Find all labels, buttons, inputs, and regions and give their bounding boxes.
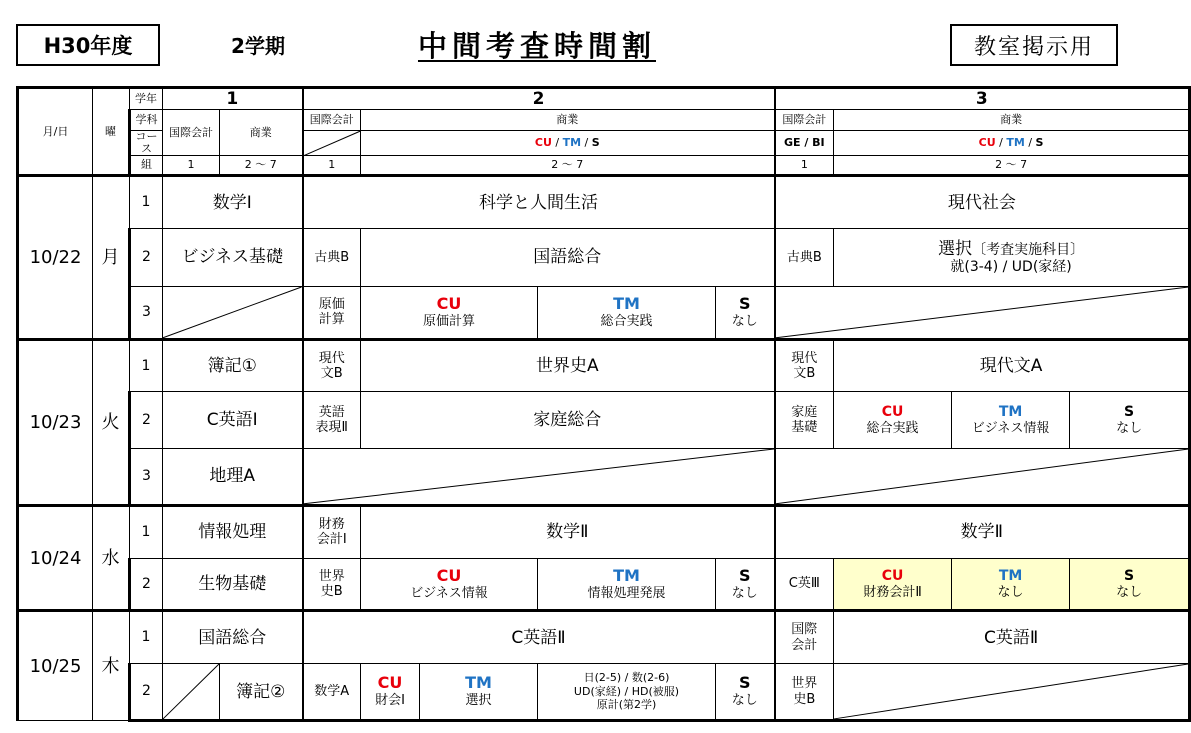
weekday-cell: 水 bbox=[93, 505, 130, 610]
date-cell: 10/25 bbox=[18, 611, 93, 721]
course-tm-label: TM bbox=[1006, 135, 1025, 149]
course-cu-label: CU bbox=[881, 404, 904, 421]
subject-line: 会計Ⅰ bbox=[316, 532, 347, 548]
period-number: 2 bbox=[130, 229, 163, 287]
grade2-intl-exam bbox=[303, 558, 361, 611]
cu-subject: 財会Ⅰ bbox=[375, 693, 405, 709]
date-column-header: 月/日 bbox=[18, 88, 93, 176]
grade2-header: 2 bbox=[303, 88, 775, 110]
grade1-exam: 地理A bbox=[163, 449, 303, 506]
diagonal-line bbox=[304, 449, 774, 504]
course-tm-label: TM bbox=[998, 404, 1023, 421]
class-row-label: 組 bbox=[130, 156, 163, 176]
grade2-cu-exam bbox=[361, 558, 538, 611]
exam-timetable bbox=[16, 86, 1191, 722]
grade3-dept-intl: 国際会計 bbox=[775, 110, 834, 130]
grade2-course-intl-empty bbox=[303, 130, 361, 156]
grade2-tm-exam bbox=[538, 286, 716, 339]
course-s-label: S bbox=[739, 673, 751, 693]
year-label: H30年度 bbox=[16, 24, 160, 66]
grade3-commerce-exam: 現代文A bbox=[834, 339, 1190, 392]
course-s-label: S bbox=[591, 135, 600, 149]
grade1-exam: 数学Ⅰ bbox=[163, 176, 303, 229]
subject-line: 会計 bbox=[791, 637, 818, 653]
grade2-exam: C英語Ⅱ bbox=[303, 611, 775, 664]
period-number: 1 bbox=[130, 339, 163, 392]
period-number: 2 bbox=[130, 558, 163, 611]
grade2-s-exam bbox=[716, 664, 775, 721]
course-s-label: S bbox=[739, 294, 751, 314]
period-number: 1 bbox=[130, 505, 163, 558]
grade3-course-list bbox=[834, 130, 1190, 156]
grade3-tm-exam bbox=[952, 392, 1070, 449]
grade2-commerce-exam: 世界史A bbox=[361, 339, 775, 392]
cu-subject: ビジネス情報 bbox=[410, 585, 488, 601]
subject-line: 史B bbox=[793, 691, 816, 707]
grade2-intl-exam bbox=[303, 392, 361, 449]
subject-line: 文B bbox=[320, 365, 343, 381]
grade3-intl-exam bbox=[775, 339, 834, 392]
tm-subject: ビジネス情報 bbox=[971, 420, 1050, 436]
page-title: 中間考査時間割 bbox=[417, 29, 656, 63]
elective-note-line: UD(家経) / HD(被服) bbox=[573, 684, 680, 698]
course-cu-label: CU bbox=[881, 568, 904, 585]
grade2-dept-commerce: 商業 bbox=[361, 110, 775, 130]
elective-note: 〔考査実施科目〕 bbox=[972, 242, 1085, 259]
grade1-exam: ビジネス基礎 bbox=[163, 229, 303, 287]
grade2-class-intl: 1 bbox=[303, 156, 361, 176]
grade1-intl-no-exam bbox=[163, 664, 220, 721]
weekday-column-header: 曜 bbox=[93, 88, 130, 176]
subject-line: 史B bbox=[320, 583, 343, 599]
grade2-intl-exam bbox=[303, 505, 361, 558]
grade3-intl-exam bbox=[775, 664, 834, 721]
course-tm-label: TM bbox=[613, 565, 640, 585]
term-label: 2学期 bbox=[231, 34, 285, 58]
period-number: 2 bbox=[130, 392, 163, 449]
grade1-exam: 簿記① bbox=[163, 339, 303, 392]
subject-line: 基礎 bbox=[791, 420, 818, 436]
diagonal-line bbox=[163, 287, 302, 338]
course-row-label: コース bbox=[130, 130, 163, 156]
grade2-s-exam bbox=[716, 286, 775, 339]
period-number: 1 bbox=[130, 176, 163, 229]
grade-row-label: 学年 bbox=[130, 88, 163, 110]
grade3-commerce-exam: C英語Ⅱ bbox=[834, 611, 1190, 664]
s-subject: なし bbox=[731, 693, 758, 709]
subject-line: 現代 bbox=[318, 350, 345, 366]
grade3-class-commerce: 2 ～ 7 bbox=[834, 156, 1190, 176]
grade3-tm-exam bbox=[952, 558, 1070, 611]
subject-line: 世界 bbox=[318, 568, 345, 584]
weekday-cell: 火 bbox=[93, 339, 130, 505]
course-s-label: S bbox=[1124, 404, 1135, 421]
grade1-exam: 情報処理 bbox=[163, 505, 303, 558]
course-tm-label: TM bbox=[465, 673, 492, 693]
dept-row-label: 学科 bbox=[130, 110, 163, 130]
course-separator: / bbox=[551, 135, 563, 149]
grade3-intl-exam: C英Ⅲ bbox=[775, 558, 834, 611]
grade2-intl-exam: 数学A bbox=[303, 664, 361, 721]
grade2-commerce-exam: 国語総合 bbox=[361, 229, 775, 287]
course-tm-label: TM bbox=[562, 135, 582, 149]
weekday-cell: 月 bbox=[93, 176, 130, 339]
grade3-cu-exam bbox=[834, 558, 952, 611]
purpose-label: 教室掲示用 bbox=[950, 24, 1118, 66]
course-separator: / bbox=[1024, 135, 1036, 149]
elective-note-line: 原計(第2学) bbox=[596, 698, 657, 712]
diagonal-line bbox=[776, 449, 1189, 504]
subject-line: 表現Ⅱ bbox=[315, 420, 348, 436]
course-cu-label: CU bbox=[534, 135, 552, 149]
cu-subject: 原価計算 bbox=[422, 314, 475, 330]
course-tm-label: TM bbox=[613, 294, 640, 314]
diagonal-line bbox=[163, 664, 219, 719]
course-s-label: S bbox=[1124, 568, 1135, 585]
cu-subject: 財務会計Ⅱ bbox=[863, 584, 922, 600]
grade3-no-exam bbox=[775, 449, 1190, 506]
grade1-exam: 生物基礎 bbox=[163, 558, 303, 611]
period-number: 1 bbox=[130, 611, 163, 664]
grade2-tm-exam bbox=[420, 664, 538, 721]
grade2-elective-note bbox=[538, 664, 716, 721]
s-subject: なし bbox=[1116, 584, 1143, 600]
tm-subject: 選択 bbox=[465, 693, 492, 709]
date-cell: 10/22 bbox=[18, 176, 93, 339]
grade3-exam: 現代社会 bbox=[775, 176, 1190, 229]
elective-note-line: 日(2-5) / 数(2-6) bbox=[583, 670, 670, 684]
course-cu-label: CU bbox=[436, 565, 462, 585]
s-subject: なし bbox=[731, 314, 758, 330]
grade2-course-list bbox=[361, 130, 775, 156]
subject-line: 財務 bbox=[318, 516, 345, 532]
grade2-exam: 科学と人間生活 bbox=[303, 176, 775, 229]
grade1-exam: C英語Ⅰ bbox=[163, 392, 303, 449]
grade3-no-exam bbox=[775, 286, 1190, 339]
course-s-label: S bbox=[739, 565, 751, 585]
grade1-dept-intl: 国際会計 bbox=[163, 110, 220, 156]
course-tm-label: TM bbox=[998, 568, 1023, 585]
elective-label: 選択 bbox=[938, 239, 973, 260]
tm-subject: 情報処理発展 bbox=[587, 585, 666, 601]
tm-subject: 総合実践 bbox=[600, 314, 653, 330]
grade3-course-intl: GE / BI bbox=[775, 130, 834, 156]
grade2-intl-exam bbox=[303, 286, 361, 339]
grade1-class-commerce: 2 ～ 7 bbox=[220, 156, 303, 176]
grade2-dept-intl: 国際会計 bbox=[303, 110, 361, 130]
course-s-label: S bbox=[1035, 135, 1044, 149]
grade2-commerce-exam: 数学Ⅱ bbox=[361, 505, 775, 558]
weekday-cell: 木 bbox=[93, 611, 130, 721]
grade2-intl-exam: 古典B bbox=[303, 229, 361, 287]
grade2-cu-exam bbox=[361, 286, 538, 339]
grade2-no-exam bbox=[303, 449, 775, 506]
tm-subject: なし bbox=[997, 584, 1024, 600]
diagonal-line bbox=[776, 287, 1189, 338]
grade2-s-exam bbox=[716, 558, 775, 611]
subject-line: 現代 bbox=[791, 350, 818, 366]
s-subject: なし bbox=[731, 585, 758, 601]
date-cell: 10/23 bbox=[18, 339, 93, 505]
elective-detail: 就(3-4) / UD(家経) bbox=[950, 259, 1072, 276]
diagonal-line bbox=[834, 664, 1188, 719]
grade3-s-exam bbox=[1070, 392, 1190, 449]
date-cell: 10/24 bbox=[18, 505, 93, 610]
subject-line: 国際 bbox=[791, 622, 818, 638]
grade3-dept-commerce: 商業 bbox=[834, 110, 1190, 130]
grade3-no-exam bbox=[834, 664, 1190, 721]
grade3-exam: 数学Ⅱ bbox=[775, 505, 1190, 558]
subject-line: 英語 bbox=[318, 404, 345, 420]
period-number: 3 bbox=[130, 449, 163, 506]
grade2-cu-exam bbox=[361, 664, 420, 721]
course-cu-label: CU bbox=[377, 673, 403, 693]
subject-line: 家庭 bbox=[791, 404, 818, 420]
grade3-class-intl: 1 bbox=[775, 156, 834, 176]
grade2-commerce-exam: 家庭総合 bbox=[361, 392, 775, 449]
subject-line: 計算 bbox=[318, 312, 345, 328]
subject-line: 文B bbox=[793, 365, 816, 381]
grade1-no-exam bbox=[163, 286, 303, 339]
course-separator: / bbox=[581, 135, 592, 149]
grade1-class-intl: 1 bbox=[163, 156, 220, 176]
grade1-commerce-exam: 簿記② bbox=[220, 664, 303, 721]
grade3-header: 3 bbox=[775, 88, 1190, 110]
subject-line: 世界 bbox=[791, 676, 818, 692]
grade3-cu-exam bbox=[834, 392, 952, 449]
grade2-class-commerce: 2 ～ 7 bbox=[361, 156, 775, 176]
course-cu-label: CU bbox=[978, 135, 996, 149]
course-separator: / bbox=[995, 135, 1007, 149]
grade3-intl-exam bbox=[775, 392, 834, 449]
s-subject: なし bbox=[1116, 420, 1143, 436]
grade1-dept-commerce: 商業 bbox=[220, 110, 303, 156]
grade3-elective-exam bbox=[834, 229, 1190, 287]
course-cu-label: CU bbox=[436, 294, 462, 314]
grade3-s-exam bbox=[1070, 558, 1190, 611]
diagonal-line bbox=[304, 131, 361, 156]
subject-line: 原価 bbox=[318, 296, 345, 312]
grade3-intl-exam: 古典B bbox=[775, 229, 834, 287]
grade1-header: 1 bbox=[163, 88, 303, 110]
cu-subject: 総合実践 bbox=[866, 420, 919, 436]
grade2-tm-exam bbox=[538, 558, 716, 611]
period-number: 2 bbox=[130, 664, 163, 721]
grade3-intl-exam bbox=[775, 611, 834, 664]
grade2-intl-exam bbox=[303, 339, 361, 392]
period-number: 3 bbox=[130, 286, 163, 339]
grade1-exam: 国語総合 bbox=[163, 611, 303, 664]
